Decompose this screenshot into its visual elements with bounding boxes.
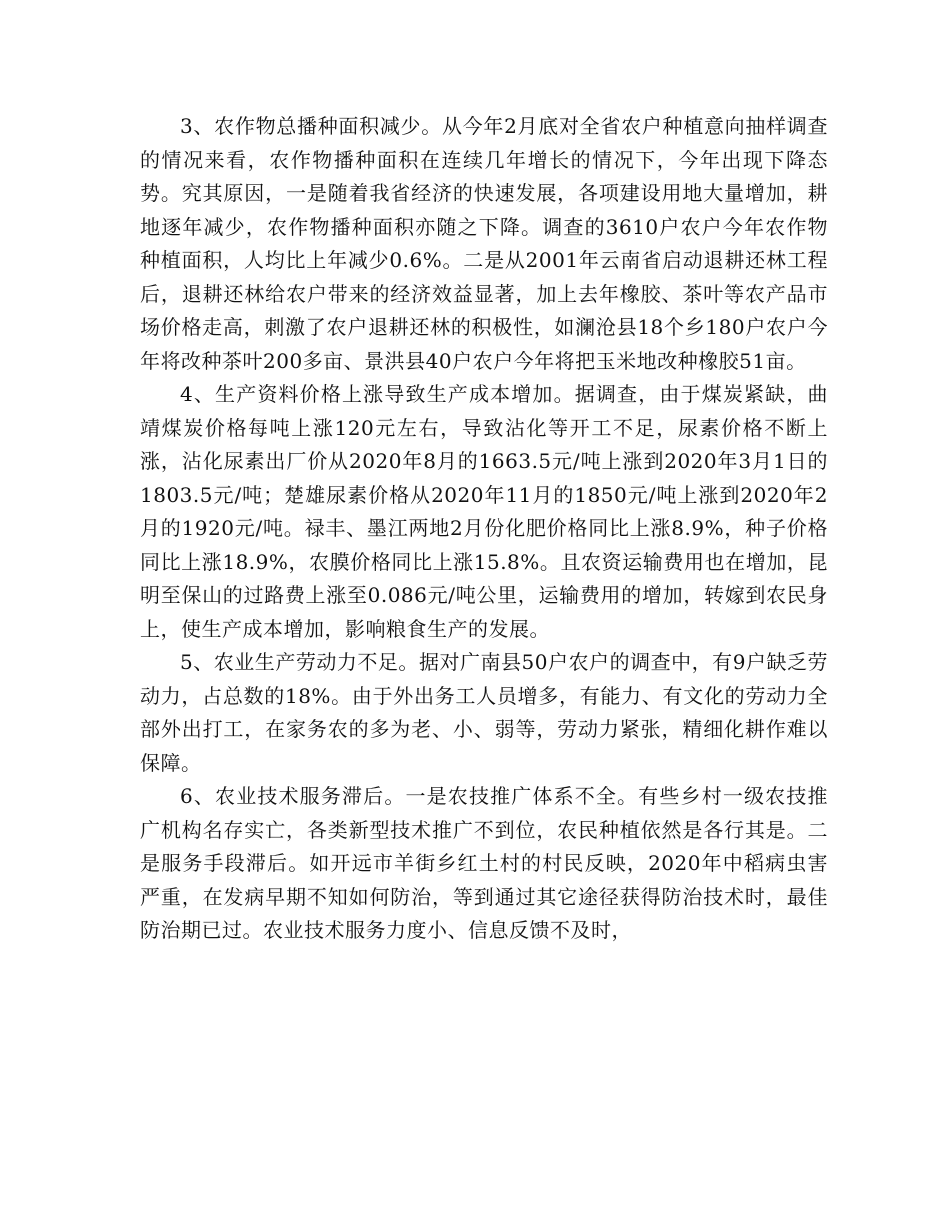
paragraph-6-tech-services: 6、农业技术服务滞后。一是农技推广体系不全。有些乡村一级农技推广机构名存实亡，各类新型技术推广不到位，农民种植依然是各行其是。二是服务手段滞后。如开远市羊街乡红土村的村民反映，2020年中稻病虫害严重，在发病早期不知如何防治，等到通过其它途径获得防治技术时，最佳防治期已过。农业技术服务力度小、信息反馈不及时， (140, 784, 828, 942)
paragraph-3-crop-area: 3、农作物总播种面积减少。从今年2月底对全省农户种植意向抽样调查的情况来看，农作物播种面积在连续几年增长的情况下，今年出现下降态势。究其原因，一是随着我省经济的快速发展，各项建设用地大量增加，耕地逐年减少，农作物播种面积亦随之下降。调查的3610户农户今年农作物种植面积，人均比上年减少0.6%。二是从2001年云南省启动退耕还林工程后，退耕还林给农户带来的经济效益显著，加上去年橡胶、茶叶等农产品市场价格走高，刺激了农户退耕还林的积极性，如澜沧县18个乡180户农户今年将改种茶叶200多亩、景洪县40户农户今年将把玉米地改种橡胶51亩。 (140, 114, 828, 373)
paragraph-4-input-costs: 4、生产资料价格上涨导致生产成本增加。据调查，由于煤炭紧缺，曲靖煤炭价格每吨上涨120元左右，导致沾化等开工不足，尿素价格不断上涨，沾化尿素出厂价从2020年8月的1663.5元/吨上涨到2020年3月1日的1803.5元/吨；楚雄尿素价格从2020年11月的1850元/吨上涨到2020年2月的1920元/吨。禄丰、墨江两地2月份化肥价格同比上涨8.9%，种子价格同比上涨18.9%，农膜价格同比上涨15.8%。且农资运输费用也在增加，昆明至保山的过路费上涨至0.086元/吨公里，运输费用的增加，转嫁到农民身上，使生产成本增加，影响粮食生产的发展。 (140, 382, 828, 641)
paragraph-5-labor-shortage: 5、农业生产劳动力不足。据对广南县50户农户的调查中，有9户缺乏劳动力，占总数的18%。由于外出务工人员增多，有能力、有文化的劳动力全部外出打工，在家务农的多为老、小、弱等，劳动力紧张，精细化耕作难以保障。 (140, 650, 828, 775)
document-body (140, 110, 828, 948)
